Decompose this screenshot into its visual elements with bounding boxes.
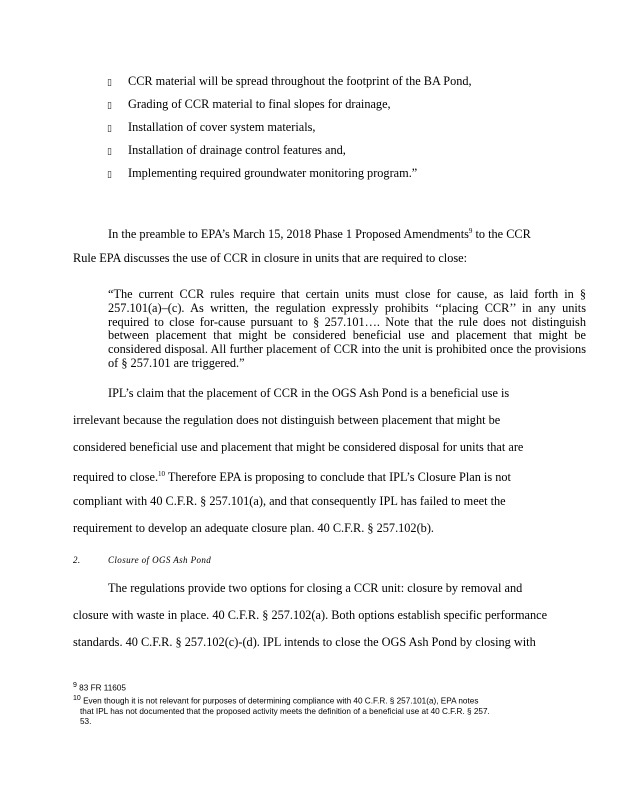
paragraph-closure-options	[73, 575, 585, 656]
footnote-text: 83 FR 11605	[76, 683, 126, 693]
block-quote: “The current CCR rules require that certain units must close for cause, as laid forth in § 257.101(a)–(c). As written, the regulation expressly prohibits ‘‘placing CCR’’ in any units required to close for-cause pursuant to § 257.101…. Note that the rule does not distinguish between placement that might be considered beneficial use and placement that might be considered disposal. All further placement of CCR into the unit is prohibited once the provisions of § 257.101 are triggered.”	[108, 287, 586, 370]
bullet-icon: ▯	[107, 78, 112, 88]
paragraph-line	[73, 461, 585, 488]
bullet-icon: ▯	[107, 170, 112, 180]
list-item-text: Installation of cover system materials,	[128, 120, 316, 134]
paragraph-line: standards. 40 C.F.R. § 257.102(c)-(d). IPL intends to close the OGS Ash Pond by closing with	[73, 635, 536, 649]
line-text: Therefore EPA is proposing to conclude that IPL’s Closure Plan is not	[165, 470, 511, 485]
list-item	[107, 139, 587, 162]
footnote-ref-10: 10	[158, 470, 166, 478]
bullet-icon: ▯	[107, 101, 112, 111]
bullet-list	[107, 70, 587, 185]
bullet-icon: ▯	[107, 147, 112, 157]
footnote-9	[73, 681, 585, 694]
list-item	[107, 116, 587, 139]
footnote-number: 10	[73, 694, 81, 702]
paragraph-line: irrelevant because the regulation does not distinguish between placement that might be	[73, 413, 501, 427]
footnote-number: 9	[73, 682, 77, 689]
paragraph-line: compliant with 40 C.F.R. § 257.101(a), and that consequently IPL has failed to meet the	[73, 494, 506, 508]
footnote-continuation: that IPL has not documented that the proposed activity meets the definition of a beneficial use at 40 C.F.R. § 257.	[80, 706, 490, 716]
paragraph-beneficial-use	[73, 380, 585, 542]
line-text: to the CCR	[472, 227, 531, 242]
footnote-10	[73, 694, 585, 707]
paragraph-line: considered beneficial use and placement that might be considered disposal for units that are	[73, 440, 524, 454]
list-item	[107, 93, 587, 116]
bullet-icon: ▯	[107, 124, 112, 134]
list-item-text: Installation of drainage control features and,	[128, 143, 346, 157]
footnote-text: Even though it is not relevant for purposes of determining compliance with 40 C.F.R. § 257.101(a), EPA notes	[80, 696, 479, 706]
footnote-continuation: 53.	[80, 717, 92, 727]
paragraph-line: requirement to develop an adequate closure plan. 40 C.F.R. § 257.102(b).	[73, 521, 434, 535]
section-title: Closure of OGS Ash Pond	[108, 555, 212, 565]
paragraph-preamble	[73, 218, 585, 272]
paragraph-line: closure with waste in place. 40 C.F.R. § 257.102(a). Both options establish specific performance	[73, 608, 548, 622]
line-text: required to close.	[73, 470, 159, 485]
line-text: In the preamble to EPA’s March 15, 2018 Phase 1 Proposed Amendments	[108, 227, 469, 242]
section-number: 2.	[73, 555, 81, 565]
list-item-text: Implementing required groundwater monitoring program.”	[128, 166, 418, 180]
list-item	[107, 162, 587, 185]
list-item-text: Grading of CCR material to final slopes for drainage,	[128, 97, 391, 111]
list-item	[107, 70, 587, 93]
section-heading	[73, 555, 211, 565]
paragraph-line	[73, 218, 585, 245]
paragraph-line: The regulations provide two options for closing a CCR unit: closure by removal and	[108, 581, 523, 595]
list-item-text: CCR material will be spread throughout the footprint of the BA Pond,	[128, 74, 472, 88]
footnote-ref-9: 9	[468, 227, 473, 235]
footnotes	[73, 681, 585, 727]
paragraph-line: IPL’s claim that the placement of CCR in the OGS Ash Pond is a beneficial use is	[108, 386, 510, 400]
paragraph-line: Rule EPA discusses the use of CCR in closure in units that are required to close:	[73, 251, 468, 265]
